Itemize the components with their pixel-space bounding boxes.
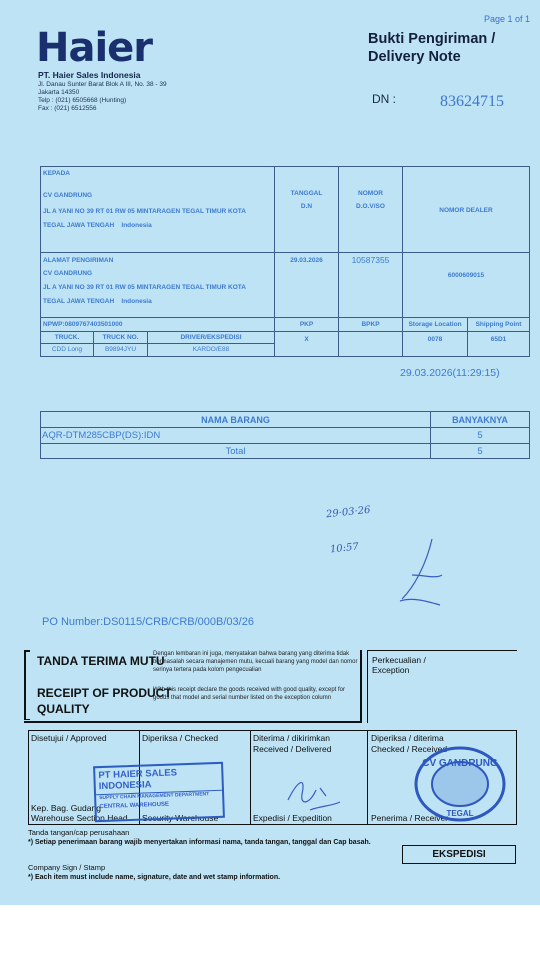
security-warehouse-label: Security Warehouse [142,813,219,823]
receipt-title-en-1: RECEIPT OF PRODUCT [37,686,172,700]
tanggal-label: TANGGAL [290,190,323,197]
ship-to-address-1: JL A YANI NO 39 RT 01 RW 05 MINTARAGEN TEGAL TIMUR KOTA [43,284,246,291]
handwritten-time: 10:57 [329,541,360,556]
warehouse-head-label-id: Kep. Bag. Gudang [31,803,101,813]
expedition-label: Expedisi / Expedition [253,813,332,823]
pkp-label: PKP [299,321,314,328]
nomor-value: 10587355 [351,255,390,265]
tanggal-value: 29.03.2026 [290,257,323,264]
consignee-address-2 [43,222,152,229]
company-sign-en: Company Sign / Stamp [28,863,106,872]
dealer-round-stamp [410,744,510,824]
round-stamp-bottom: TEGAL [446,809,474,818]
exception-label: Perkecualian / Exception [372,655,426,675]
truck-no-value: B9894JYU [104,346,137,353]
truck-value: CDD Long [51,346,83,353]
consignee-country: Indonesia [121,222,152,229]
ship-to-address-2 [43,298,152,305]
dn-number: 83624715 [440,93,504,110]
ship-to-city: TEGAL JAWA TENGAH [43,298,115,305]
receipt-title-en-2: QUALITY [37,702,90,716]
footer-note-1: *) Setiap penerimaan barang wajib menyertakan informasi nama, tanda tangan, tanggal dan Cap basah. [28,839,371,846]
approved-label: Disetujui / Approved [31,733,107,743]
title-line-1: Bukti Pengiriman / [368,31,496,47]
nomor-header [339,190,402,210]
handwritten-date: 29·03·26 [325,504,371,521]
checked-received-label-en: Checked / Received [371,744,448,754]
total-value: 5 [477,446,483,457]
stamp-line-1: PT HAIER SALES INDONESIA [98,767,178,793]
address-line: Telp : (021) 6505668 (Hunting) [38,97,127,104]
ship-to-label: ALAMAT PENGIRIMAN [43,257,114,264]
address-line: Jl. Danau Sunter Barat Blok A III, No. 38 - 39 [38,81,167,88]
receipt-desc-id: Dengan lembaran ini juga, menyatakan bahwa barang yang diterima tidak bermasalah secara manajemen mutu, kecuali barang yang model dan nomor serinya tertera pada kolom pengecualian [153,651,358,673]
receiver-signature [280,770,350,820]
title-line-2: Delivery Note [368,49,461,65]
received-label-id: Diterima / dikirimkan [253,733,330,743]
shipping-label: Shipping Point [475,321,522,328]
receipt-desc-en: With this receipt declare the goods received with good quality, except for goods that model and serial number listed on the exception column [153,687,345,701]
stamp-line-3: CENTRAL WAREHOUSE [99,801,170,811]
page-indicator: Page 1 of 1 [483,14,530,24]
warehouse-head-label-en: Warehouse Section Head [31,813,128,823]
driver-label: DRIVER/EKSPEDISI [180,334,242,341]
npwp: NPWP:0809767403501000 [43,321,123,328]
address-line: Fax : (021) 6512556 [38,105,97,112]
consignee-address-1: JL A YANI NO 39 RT 01 RW 05 MINTARAGEN TEGAL TIMUR KOTA [43,208,246,215]
po-number: PO Number:DS0115/CRB/CRB/000B/03/26 [42,616,254,628]
footer-note-2: *) Each item must include name, signature, date and wet stamp information. [28,874,281,881]
storage-value: 0078 [427,336,443,343]
haier-logo: Haier [36,25,153,71]
storage-label: Storage Location [408,321,462,328]
dealer-value: 6000609015 [447,272,485,279]
consignee-city: TEGAL JAWA TENGAH [43,222,115,229]
kepada-label: KEPADA [43,170,70,177]
shipping-value: 65D1 [490,336,507,343]
items-col-name: NAMA BARANG [201,415,270,425]
receipt-title-id: TANDA TERIMA MUTU [37,654,165,668]
stamp-line-2: SUPPLY CHAIN MANAGEMENT DEPARTMENT [96,790,222,801]
item-qty: 5 [477,430,483,441]
nomor-do-label: D.O.V/SO [356,203,385,210]
items-col-qty: BANYAKNYA [452,415,508,425]
dealer-header: NOMOR DEALER [439,207,493,214]
tanggal-header [275,190,338,210]
address-line: Jakarta 14350 [38,89,80,96]
copy-label: EKSPEDISI [432,849,486,860]
driver-value: KARDO/E88 [192,346,230,353]
copy-label-box [402,845,516,864]
item-name: AQR-DTM285CBP(DS):IDN [42,430,161,441]
company-name: PT. Haier Sales Indonesia [38,70,141,80]
tanggal-dn-label: D.N [300,203,313,210]
round-stamp-top: CV GANDRUNG [422,758,498,769]
print-datetime: 29.03.2026(11:29:15) [400,367,500,379]
ship-to-country: Indonesia [121,298,152,305]
ship-to-name: CV GANDRUNG [43,270,93,277]
consignee-name: CV GANDRUNG [43,192,93,199]
receiver-label: Penerima / Receiver [371,813,449,823]
checked-received-label-id: Diperiksa / diterima [371,733,444,743]
nomor-label: NOMOR [358,190,383,197]
bpkp-label: BPKP [361,321,380,328]
company-address [38,81,167,113]
document-title [368,30,495,66]
truck-label: TRUCK. [54,334,80,341]
company-sign-note: Tanda tangan/cap perusahaan [28,828,130,837]
truck-no-label: TRUCK NO. [102,334,139,341]
checked-label: Diperiksa / Checked [142,733,219,743]
total-label: Total [225,446,246,457]
dn-label: DN : [372,92,396,106]
signature-mark [392,535,452,615]
warehouse-stamp [93,762,225,823]
pkp-value: X [304,336,309,343]
received-label-en: Received / Delivered [253,744,332,754]
